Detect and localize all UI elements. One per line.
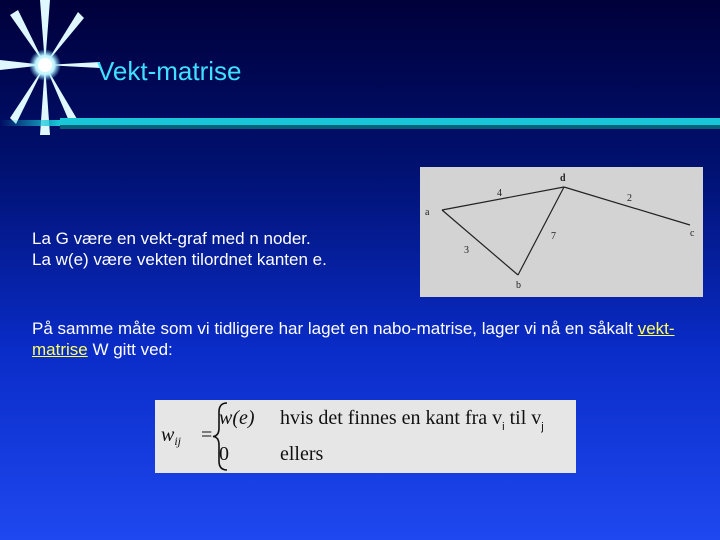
weighted-graph-svg <box>420 167 703 297</box>
edge-weight-ab: 3 <box>464 245 469 256</box>
formula-case-2-value: 0 <box>219 443 229 465</box>
title-rule-shadow <box>60 125 720 129</box>
node-label-d: d <box>560 173 566 184</box>
paragraph-after: W gitt ved: <box>87 340 173 359</box>
formula-lhs-w: w <box>161 424 175 446</box>
edge-weight-ad: 4 <box>497 188 502 199</box>
weighted-graph-figure <box>420 167 703 297</box>
formula-case-1-value: w(e) <box>219 407 255 429</box>
vekt-matrise-link[interactable]: vekt-matrise <box>32 319 675 359</box>
intro-line-2: La w(e) være vekten tilordnet kanten e. <box>32 250 327 269</box>
formula-sub-i: i <box>502 421 505 433</box>
node-label-c: c <box>690 228 695 239</box>
node-label-a: a <box>425 207 430 218</box>
paragraph-before: På samme måte som vi tidligere har laget en nabo-matrise, lager vi nå en såkalt <box>32 319 638 338</box>
slide-title: Vekt-matrise <box>97 56 242 86</box>
formula-case-2 <box>219 443 323 466</box>
node-label-b: b <box>516 280 521 291</box>
intro-text <box>32 228 327 270</box>
edge-a-b <box>442 210 518 275</box>
formula-case-2-condition: ellers <box>280 443 324 465</box>
description-paragraph <box>32 318 720 360</box>
edge-weight-dc: 2 <box>627 193 632 204</box>
title-rule <box>60 118 720 125</box>
formula-lhs <box>161 424 181 449</box>
formula-equals: = <box>201 424 213 446</box>
edge-b-d <box>518 187 564 275</box>
formula-case-1-condition <box>280 407 544 433</box>
edge-weight-bd: 7 <box>551 231 556 242</box>
formula-case-1 <box>219 407 544 433</box>
formula-box <box>155 400 576 473</box>
edge-a-d <box>442 187 564 210</box>
formula-case-1-text: hvis det finnes en kant fra v <box>280 407 503 429</box>
title-rule-fade <box>0 120 60 126</box>
formula-lhs-sub: ij <box>174 434 182 448</box>
formula-case-1-mid: til v <box>504 407 542 429</box>
intro-line-1: La G være en vekt-graf med n noder. <box>32 229 311 248</box>
formula-sub-j: j <box>541 421 544 433</box>
